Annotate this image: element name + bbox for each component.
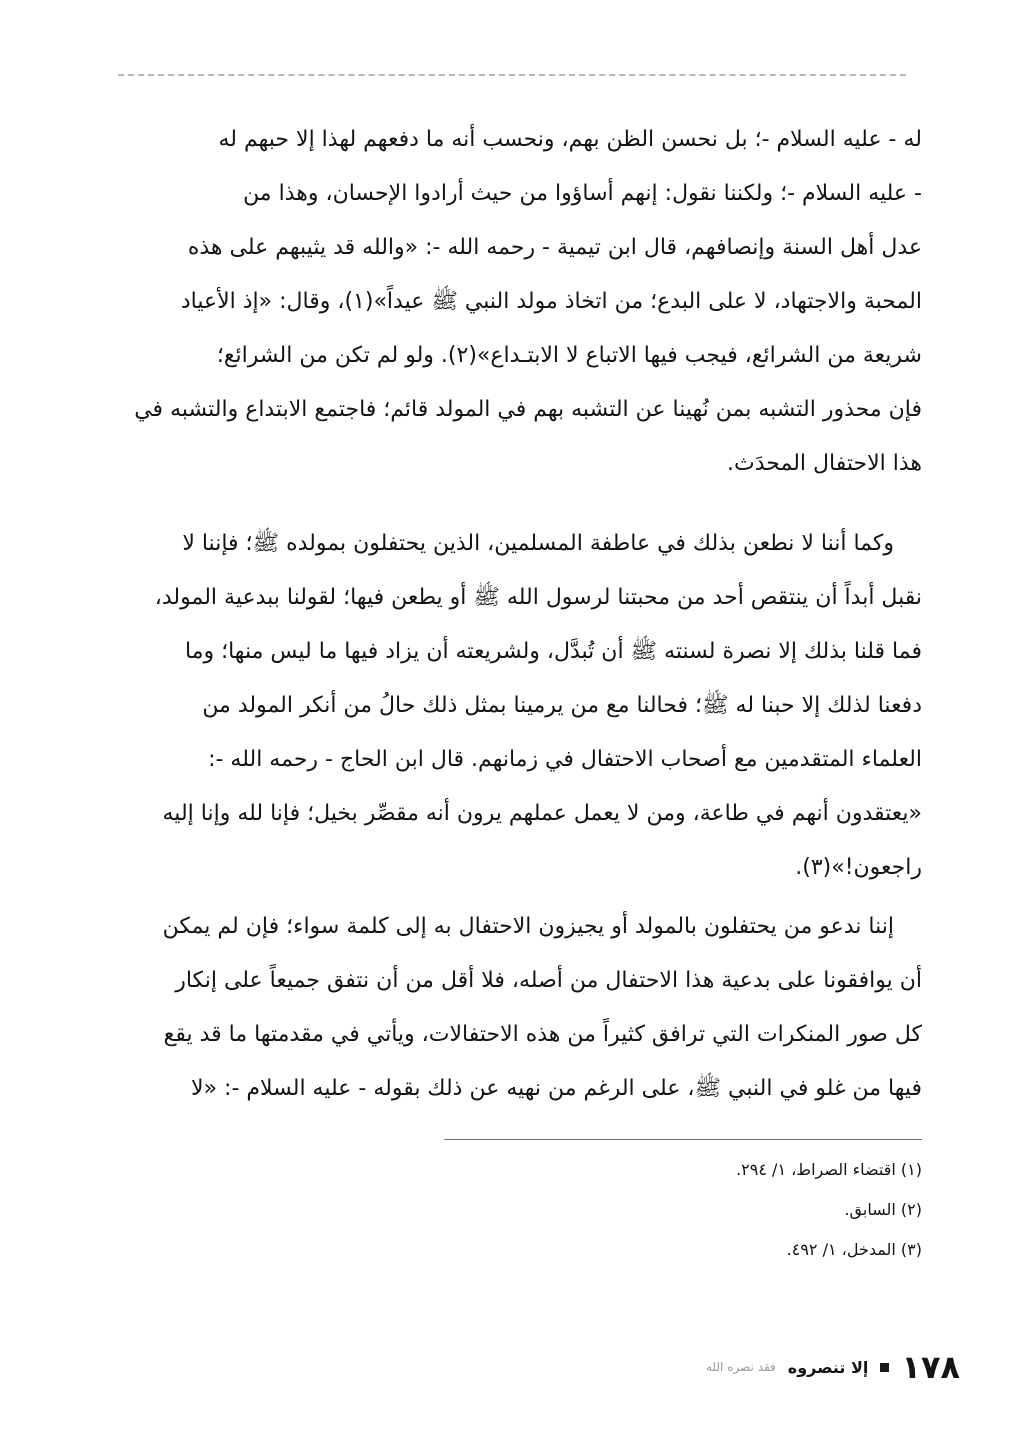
square-bullet-icon [880,1363,889,1372]
text-line: فما قلنا بذلك إلا نصرة لسنته ﷺ أن تُبدَّل، ولشريعته أن يزاد فيها ما ليس منها؛ وما [185,639,922,664]
text-line: دفعنا لذلك إلا حبنا له ﷺ؛ فحالنا مع من يرمينا بمثل ذلك حالُ من أنكر المولد من [202,693,922,718]
footnotes [102,1150,922,1270]
book-title: إلا تنصروه [787,1357,869,1377]
text-line: المحبة والاجتهاد، لا على البدع؛ من اتخاذ مولد النبي ﷺ عيداً»(١)، وقال: «إذ الأعياد [180,289,922,314]
text-line: إننا ندعو من يحتفلون بالمولد أو يجيزون الاحتفال به إلى كلمة سواء؛ فإن لم يمكن [162,914,894,939]
text-line: له - عليه السلام -؛ بل نحسن الظن بهم، ونحسب أنه ما دفعهم لهذا إلا حبهم له [218,127,922,152]
text-line: عدل أهل السنة وإنصافهم، قال ابن تيمية - رحمه الله -: «والله قد يثيبهم على هذه [187,235,922,260]
footnote-3: (٣) المدخل، ١/ ٤٩٢. [786,1240,922,1259]
text-line: «يعتقدون أنهم في طاعة، ومن لا يعمل عملهم يرون أنه مقصِّر بخيل؛ فإنا لله وإنا إليه [162,801,922,826]
book-subtitle: فقد نصره الله [705,1360,776,1374]
text-line: راجعون!»(٣). [795,855,922,880]
footnote-2: (٢) السابق. [844,1200,922,1219]
text-line: العلماء المتقدمين مع أصحاب الاحتفال في زمانهم. قال ابن الحاج - رحمه الله -: [208,747,922,772]
paragraph-3 [102,900,922,1116]
footnote-separator [444,1139,922,1140]
paragraph-2 [102,517,922,895]
text-line: فيها من غلو في النبي ﷺ، على الرغم من نهيه عن ذلك بقوله - عليه السلام -: «لا [191,1076,922,1101]
text-line: شريعة من الشرائع، فيجب فيها الاتباع لا الابتـداع»(٢). ولو لم تكن من الشرائع؛ [216,343,922,368]
page-footer [706,1348,960,1386]
paragraph-1 [102,113,922,491]
text-line: أن يوافقونا على بدعية هذا الاحتفال من أصله، فلا أقل من أن نتفق جميعاً على إنكار [175,968,922,993]
text-line: - عليه السلام -؛ ولكننا نقول: إنهم أساؤوا من حيث أرادوا الإحسان، وهذا من [243,181,922,206]
text-line: نقبل أبداً أن ينتقص أحد من محبتنا لرسول الله ﷺ أو يطعن فيها؛ لقولنا ببدعية المولد، [154,585,922,610]
page-number: ١٧٨ [901,1348,960,1386]
text-line: كل صور المنكرات التي ترافق كثيراً من هذه الاحتفالات، ويأتي في مقدمتها ما قد يقع [163,1022,922,1047]
header-rule [118,74,906,76]
text-line: فإن محذور التشبه بمن نُهينا عن التشبه بهم في المولد قائم؛ فاجتمع الابتداع والتشبه في [134,397,922,422]
text-line: وكما أننا لا نطعن بذلك في عاطفة المسلمين، الذين يحتفلون بمولده ﷺ؛ فإننا لا [182,531,894,556]
text-line: هذا الاحتفال المحدَث. [727,451,922,476]
footnote-1: (١) اقتضاء الصراط، ١/ ٢٩٤. [736,1160,922,1179]
